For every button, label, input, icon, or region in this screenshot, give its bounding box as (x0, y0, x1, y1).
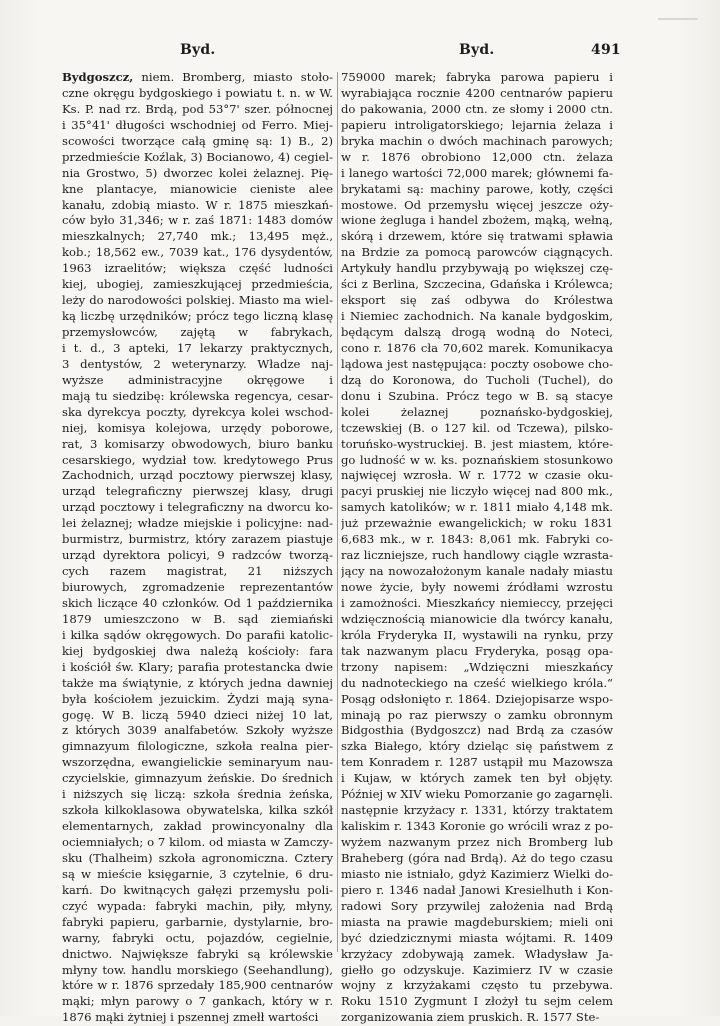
text-line: samych katolików; w r. 1811 miało 4,148 mk. (341, 500, 613, 515)
text-line: kiej, ubogiej, zamieszkującej przedmieścia, (62, 277, 333, 292)
text-line: nia Grostwo, 5) dworzec kolei żelaznej. Pię- (62, 165, 333, 180)
text-line: ców było 31,346; w r. zaś 1871: 1483 domów (62, 213, 333, 228)
page-number: 491 (591, 42, 621, 58)
text-line: z których 3039 analfabetów. Szkoły wyższe (62, 723, 333, 738)
text-line: du nadnoteckiego na cześć wielkiego króla.“ (341, 675, 613, 690)
text-line: go ludność w w. ks. poznańskiem stosunkowo (341, 452, 613, 467)
text-line: i Kujaw, w których zamek ten był objęty. (341, 771, 613, 786)
text-line: wojny z krzyżakami często tu przebywa. (341, 978, 613, 993)
text-line: nowe życie, były nowemi źródłami wzrostu (341, 580, 613, 594)
text-line: kiej bydgoskiej dwa należą kościoły: fara (62, 643, 333, 658)
text-line: najwięcej wzrosła. W r. 1772 w czasie oku- (341, 468, 613, 483)
text-line: skórą i drzewem, które się tratwami spławia (341, 229, 613, 244)
text-line: lądowa jest następująca: poczty osobowe cho- (341, 356, 613, 371)
text-line: wyżem nazwanym przez nich Bromberg lub (341, 835, 613, 849)
text-line: Roku 1510 Zygmunt I złożył tu sejm celem (341, 994, 613, 1009)
text-line: czycielskie, gimnazyum żeńskie. Do średnich (62, 771, 333, 786)
text-line: wyższe administracyjne okręgowe i (62, 372, 333, 387)
text-line-content: niem. Bromberg, miasto stoło- (133, 70, 333, 84)
text-line: pacyi pruskiej nie liczyło więcej nad 800 mk., (341, 484, 613, 499)
text-line: mąki; młyn parowy o 7 gankach, który w r. (62, 994, 333, 1009)
text-line: brykatami są: machiny parowe, kotły, części (341, 181, 613, 196)
text-line: do pakowania, 2000 ctn. ze słomy i 2000 ctn. (341, 101, 613, 116)
text-line: elementarnych, zakład prowincyonalny dla (62, 819, 333, 834)
text-line: cych razem magistrat, 21 niższych (62, 564, 333, 579)
text-line: warny, fabryki octu, pojazdów, cegielnie, (62, 930, 333, 945)
text-line: 1876 mąki żytniej i pszennej zmełł wartości (62, 1010, 319, 1025)
text-line: ociemniałych; o 7 kilom. od miasta w Zamczy- (62, 835, 333, 849)
text-line: kob.; 18,562 ew., 7039 kat., 176 dysydentów, (62, 245, 333, 260)
text-line: i 35°41' długości wschodniej od Ferro. Miej- (62, 117, 333, 132)
text-line: 1963 izraelitów; większa część ludności (62, 261, 333, 276)
text-line: scowości tworzące całą gminę są: 1) B., 2) (62, 133, 333, 148)
text-line: 1879 umieszczono w B. sąd ziemiański (62, 611, 333, 626)
text-line: burmistrz, burmistrz, który zarazem piastuje (62, 532, 333, 547)
text-line: donu i Szubina. Prócz tego w B. są stacye (341, 388, 613, 403)
text-line: i kościół św. Klary; parafia protestancka dwie (62, 659, 333, 674)
text-line: bryka machin o dwóch machinach parowych; (341, 133, 613, 148)
text-line: karń. Do kwitnących gałęzi przemysłu poli- (62, 882, 333, 897)
text-line: młyny tow. handlu morskiego (Seehandlung), (62, 962, 333, 977)
text-line: tem Konradem r. 1287 ustąpił mu Mazowsza (341, 755, 613, 770)
text-line: piero r. 1346 nadał Janowi Kresielhuth i Kon- (341, 882, 613, 897)
text-line: króla Fryderyka II, wystawili na rynku, przy (341, 627, 613, 642)
text-line: i niższych się liczą: szkoła średnia żeńska, (62, 787, 333, 802)
text-line: wione żegluga i handel zbożem, mąką, wełną, (341, 213, 613, 228)
text-line: są w mieście księgarnie, 3 czytelnie, 6 dru- (62, 866, 333, 881)
text-line: następnie krzyżacy r. 1331, którzy traktatem (341, 803, 613, 818)
text-line: minają po raz pierwszy o zamku obronnym (341, 707, 613, 722)
text-line: i t. d., 3 apteki, 17 lekarzy praktycznych, (62, 340, 333, 355)
text-line: gimnazyum filologiczne, szkoła realna pier- (62, 739, 333, 754)
text-line: i zamożności. Mieszkańcy niemieccy, przejęci (341, 595, 613, 610)
text-line: fabryki papieru, garbarnie, dystylarnie, bro- (62, 914, 333, 929)
text-line: w r. 1876 obrobiono 12,000 ctn. żelaza (341, 149, 613, 164)
text-line: tczewskiej (B. o 127 kil. od Tczewa), pilsko- (341, 420, 613, 435)
text-line: kaliskim r. 1343 Koronie go wrócili wraz z po- (341, 819, 613, 834)
page-edge-mark (658, 18, 698, 20)
text-line (62, 70, 333, 86)
text-line: ką liczbę urzędników; prócz tego liczną klasę (62, 309, 333, 324)
text-line: urząd dyrektora policyi, 9 radzców tworzą- (62, 548, 333, 563)
text-line: 3 dentystów, 2 weterynarzy. Władze naj- (62, 356, 333, 371)
text-line: kanału, zdobią miasto. W r. 1875 mieszkań- (62, 197, 333, 212)
text-line: niej, komisya kolejowa, urzędy poborowe, (62, 420, 333, 435)
text-line: Artykuły handlu przybywają po większej czę- (341, 261, 613, 276)
text-line: 759000 marek; fabryka parowa papieru i (341, 70, 613, 84)
right-column (341, 70, 613, 1026)
text-line: 6,683 mk., w r. 1843: 8,061 mk. Fabryki co- (341, 532, 613, 547)
text-line: skich liczące 40 członków. Od 1 października (62, 595, 333, 610)
text-line: cono r. 1876 cła 70,602 marek. Komunikacya (341, 340, 613, 355)
text-line: kolei żelaznej poznańsko-bydgoskiej, (341, 404, 613, 419)
text-line: ści z Berlina, Szczecina, Gdańska i Królewca; (341, 277, 613, 292)
text-line: przedmieście Koźlak, 3) Bocianowo, 4) cegiel- (62, 149, 333, 164)
text-line: także ma świątynie, z których jedna dawniej (62, 675, 333, 690)
text-line: wszorzędna, ewangielickie seminaryum nau- (62, 755, 333, 770)
text-line: wyrabiająca rocznie 4200 centnarów papieru (341, 85, 613, 100)
text-line: zorganizowania ziem pruskich. R. 1577 Ste- (341, 1010, 600, 1025)
text-line: mieszkalnych; 27,740 mk.; 13,495 męż., (62, 229, 333, 244)
text-line: ska dyrekcya poczty, dyrekcya kolei wschod- (62, 404, 333, 419)
text-line: urząd pocztowy i telegraficzny na dworcu ko- (62, 500, 333, 515)
text-line: cesarskiego, wydział tow. kredytowego Prus (62, 452, 333, 467)
text-line: Zachodnich, urząd pocztowy pierwszej klasy, (62, 468, 333, 483)
text-line: urząd telegraficzny pierwszej klasy, drugi (62, 484, 333, 499)
text-line: rat, 3 komisarzy obwodowych, biuro banku (62, 436, 333, 451)
text-line: lei żelaznej; władze miejskie i policyjne: nad- (62, 516, 333, 531)
text-line: mają tu siedzibę: królewska regencya, cesar- (62, 388, 333, 403)
text-line: dzą do Koronowa, do Tucholi (Tuchel), do (341, 372, 613, 387)
text-line: tak nazwanym placu Fryderyka, posąg opa- (341, 643, 613, 658)
text-line: Ks. P. nad rz. Brdą, pod 53°7' szer. północnej (62, 101, 333, 116)
running-head-left: Byd. (180, 42, 216, 58)
text-line: jący na nowozałożonym kanale nadały miastu (341, 564, 613, 579)
text-line: kne plantacye, mianowicie cieniste alee (62, 181, 333, 196)
left-column (62, 70, 333, 1026)
text-line: radowi Sory przywilej założenia nad Brdą (341, 898, 613, 913)
text-line: dnictwo. Największe fabryki są królewskie (62, 946, 333, 961)
text-line: była kościołem jezuickim. Żydzi mają syna- (62, 691, 333, 706)
text-line: Bidgosthia (Bydgoszcz) nad Brdą za czasów (341, 723, 613, 738)
text-line: które w r. 1876 sprzedały 185,900 centnarów (62, 978, 333, 993)
text-line: giełło go odzyskuje. Kazimierz IV w czasie (341, 962, 613, 977)
text-line: będącym dalszą drogą wodną do Noteci, (341, 325, 613, 339)
text-line: przemysłowców, zajętą w fabrykach, (62, 325, 333, 339)
running-head-center: Byd. (459, 42, 495, 58)
text-line: trzony napisem: „Wdzięczni mieszkańcy (341, 659, 613, 674)
text-line: czyć wypada: fabryki machin, piły, młyny, (62, 898, 333, 913)
text-line: szkoła kilkoklasowa obywatelska, kilka szkół (62, 803, 333, 818)
text-line: miasto nie istniało, gdyż Kazimierz Wielki do- (341, 866, 613, 881)
text-line: biurowych, zgromadzenie reprezentantów (62, 580, 333, 594)
text-line: sku (Thalheim) szkoła agronomiczna. Cztery (62, 850, 333, 865)
text-line: być dziedzicznymi miasta wójtami. R. 1409 (341, 930, 613, 945)
text-line: toruńsko-wystruckiej. B. jest miastem, które- (341, 436, 613, 451)
text-line: Posąg odsłonięto r. 1864. Dziejopisarze wspo- (341, 691, 613, 706)
text-line: wdzięcznością mianowicie dla twórcy kanału, (341, 611, 613, 626)
text-line: szka Białego, który dzieląc się państwem z (341, 739, 613, 754)
text-line: gogę. W B. liczą 5940 dzieci niżej 10 lat, (62, 707, 333, 722)
text-line: i lanego wartości 72,000 marek; głównemi fa- (341, 165, 613, 180)
text-line: eksport się zaś odbywa do Królestwa (341, 293, 613, 308)
text-line: czne okręgu bydgoskiego i powiatu t. n. w W. (62, 85, 333, 100)
text-line: mostowe. Od przemysłu więcej jeszcze oży- (341, 197, 613, 212)
text-line: Później w XIV wieku Pomorzanie go zagarnęli. (341, 787, 613, 802)
text-line: raz liczniejsze, ruch handlowy ciągle wzrasta- (341, 548, 613, 563)
text-line: miasta na prawie magdeburskiem; mieli oni (341, 914, 613, 929)
text-line: papieru introligatorskiego; lejarnia żelaza i (341, 117, 613, 132)
column-divider (337, 72, 338, 952)
text-line: i kilka sądów okręgowych. Do parafii katolic- (62, 627, 333, 642)
text-line: i Niemiec zachodnich. Na kanale bydgoskim, (341, 309, 613, 324)
text-line: na Brdzie za pomocą parowców ciągnących. (341, 245, 613, 260)
text-line: leży do narodowości polskiej. Miasto ma wiel- (62, 293, 333, 308)
text-line: krzyżacy zdobywają zamek. Władysław Ja- (341, 946, 613, 961)
text-line: Braheberg (góra nad Brdą). Aż do tego czasu (341, 850, 613, 865)
text-line: już przeważnie ewangelickich; w roku 1831 (341, 516, 613, 531)
entry-headword: Bydgoszcz, (62, 70, 134, 84)
